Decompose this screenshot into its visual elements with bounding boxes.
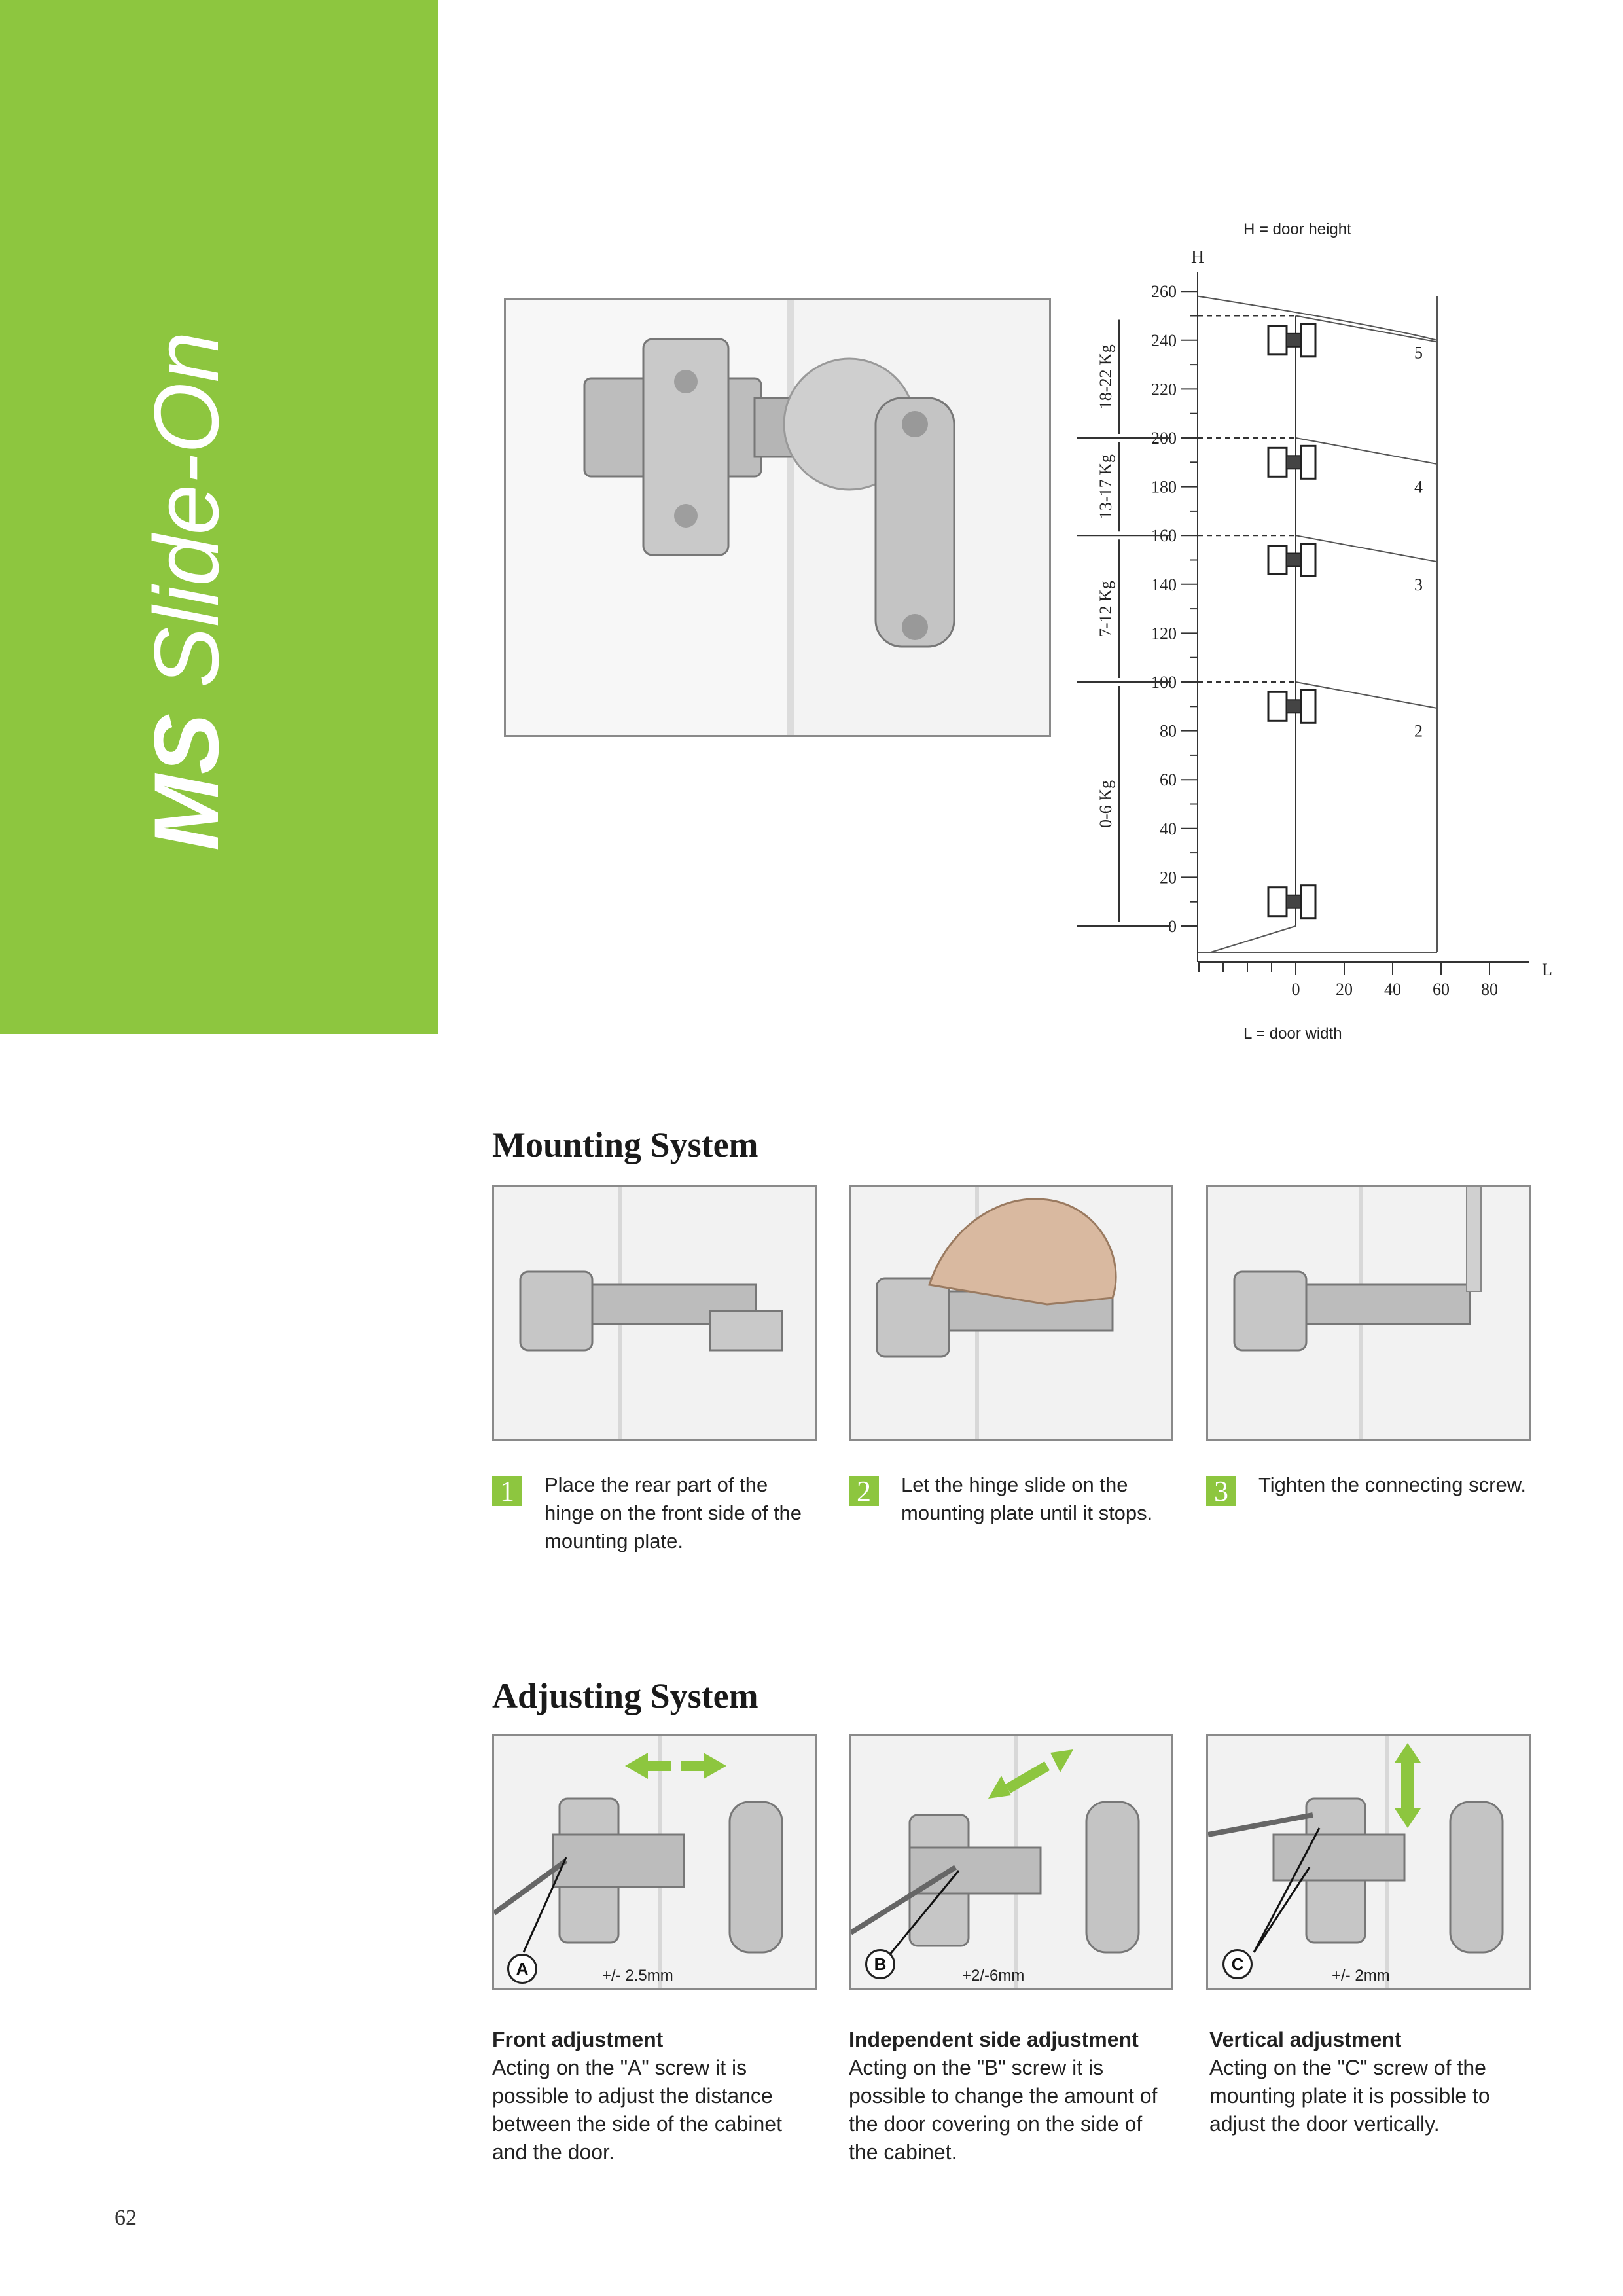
y-tick-label: 60: [1160, 770, 1177, 790]
x-axis-label: L = door width: [1243, 1025, 1342, 1043]
weight-range-label: 18-22 Kg: [1096, 344, 1115, 410]
y-tick-label: 240: [1151, 331, 1177, 350]
chart-title: H = door height: [1243, 221, 1351, 238]
hinge-symbol: [1268, 546, 1287, 575]
sidebar-title-light: Slide-On: [135, 331, 238, 713]
adjust-tolerance-c: +/- 2mm: [1332, 1967, 1390, 1984]
adjust-title-b: Independent side adjustment: [849, 2028, 1139, 2051]
adjusting-photo-c: [1206, 1734, 1531, 1990]
y-tick-label: 180: [1151, 477, 1177, 497]
weight-range-label: 0-6 Kg: [1096, 780, 1115, 828]
zone-label: 5: [1414, 343, 1423, 363]
y-tick-label: 140: [1151, 575, 1177, 594]
y-tick-label: 100: [1151, 673, 1177, 692]
sidebar-title: [135, 331, 238, 851]
y-tick-label: 260: [1151, 282, 1177, 302]
adjust-desc-c: Acting on the "C" screw of the mounting plate it is possible to adjust the door vertically.: [1209, 2056, 1490, 2136]
mounting-photo-2: [849, 1185, 1173, 1441]
door-hinge-chart-svg: [1047, 216, 1610, 1054]
adjust-text-c: [1209, 2026, 1524, 2138]
y-tick-label: 220: [1151, 380, 1177, 399]
hinge-symbol-cup: [1301, 544, 1315, 577]
zone-boundary-line: [1296, 682, 1437, 708]
mounting-photo-1: [492, 1185, 817, 1441]
hinge-symbol-arm: [1287, 554, 1301, 567]
zone-boundary-line: [1296, 535, 1437, 562]
door-top-curve: [1198, 296, 1437, 340]
x-tick-label: 40: [1384, 980, 1401, 999]
adjusting-title: Adjusting System: [492, 1676, 758, 1715]
mounting-title: Mounting System: [492, 1125, 758, 1164]
step-text: Place the rear part of the hinge on the front side of the mounting plate.: [544, 1473, 802, 1552]
x-tick-label: 60: [1433, 980, 1450, 999]
hinge-symbol-cup: [1301, 324, 1315, 357]
zone-label: 2: [1414, 721, 1423, 741]
door-bottom-diagonal: [1211, 926, 1296, 952]
step-number: 3: [1206, 1476, 1236, 1506]
hinge-symbol-arm: [1287, 456, 1301, 469]
adjust-marker-c: C: [1222, 1949, 1253, 1979]
hinge-symbol-cup: [1301, 690, 1315, 723]
step-text: Let the hinge slide on the mounting plate until it stops.: [901, 1473, 1153, 1524]
adjust-marker-b: B: [865, 1949, 895, 1979]
adjust-marker-a: A: [507, 1954, 537, 1984]
y-tick-label: 40: [1160, 819, 1177, 838]
hinge-symbol-cup: [1301, 446, 1315, 478]
adjusting-photo-b: [849, 1734, 1173, 1990]
zone-label: 4: [1414, 477, 1423, 497]
y-tick-label: 20: [1160, 868, 1177, 888]
adjusting-photo-a: [492, 1734, 817, 1990]
page-number: 62: [115, 2206, 137, 2230]
y-tick-label: 80: [1160, 721, 1177, 741]
step-number: 1: [492, 1476, 522, 1506]
adjust-tolerance-a: +/- 2.5mm: [602, 1967, 673, 1984]
sidebar-title-bold: MS: [135, 713, 238, 851]
hinge-symbol: [1268, 888, 1287, 916]
x-tick-label: 80: [1481, 980, 1498, 999]
y-tick-label: 120: [1151, 624, 1177, 643]
hinge-main-photo: [504, 298, 1051, 737]
adjust-text-b: [849, 2026, 1163, 2166]
hinge-symbol: [1268, 448, 1287, 476]
step-number: 2: [849, 1476, 879, 1506]
adjust-title-a: Front adjustment: [492, 2028, 664, 2051]
zone-boundary-line: [1296, 316, 1437, 342]
hinge-symbol-arm: [1287, 700, 1301, 713]
hinge-symbol-cup: [1301, 886, 1315, 918]
hinge-symbol: [1268, 692, 1287, 721]
zone-label: 3: [1414, 575, 1423, 594]
y-tick-label: 0: [1168, 917, 1177, 936]
mounting-photo-3: [1206, 1185, 1531, 1441]
door-hinge-chart: [1047, 216, 1610, 1054]
hinge-symbol: [1268, 326, 1287, 355]
x-axis-letter: L: [1542, 960, 1552, 979]
x-tick-label: 20: [1336, 980, 1353, 999]
adjust-title-c: Vertical adjustment: [1209, 2028, 1402, 2051]
x-tick-label: 0: [1291, 980, 1300, 999]
hinge-symbol-arm: [1287, 895, 1301, 908]
adjust-text-a: [492, 2026, 806, 2166]
y-axis-label: H: [1191, 247, 1205, 268]
weight-range-label: 13-17 Kg: [1096, 454, 1115, 520]
y-tick-label: 160: [1151, 526, 1177, 546]
y-tick-label: 200: [1151, 429, 1177, 448]
adjust-desc-b: Acting on the "B" screw it is possible to change the amount of the door covering on the side of the cabinet.: [849, 2056, 1158, 2164]
step-text: Tighten the connecting screw.: [1258, 1473, 1526, 1496]
weight-range-label: 7-12 Kg: [1096, 581, 1115, 637]
adjust-desc-a: Acting on the "A" screw it is possible to adjust the distance between the side of the cabinet and the door.: [492, 2056, 782, 2164]
adjust-tolerance-b: +2/-6mm: [962, 1967, 1025, 1984]
hinge-symbol-arm: [1287, 334, 1301, 347]
zone-boundary-line: [1296, 438, 1437, 464]
